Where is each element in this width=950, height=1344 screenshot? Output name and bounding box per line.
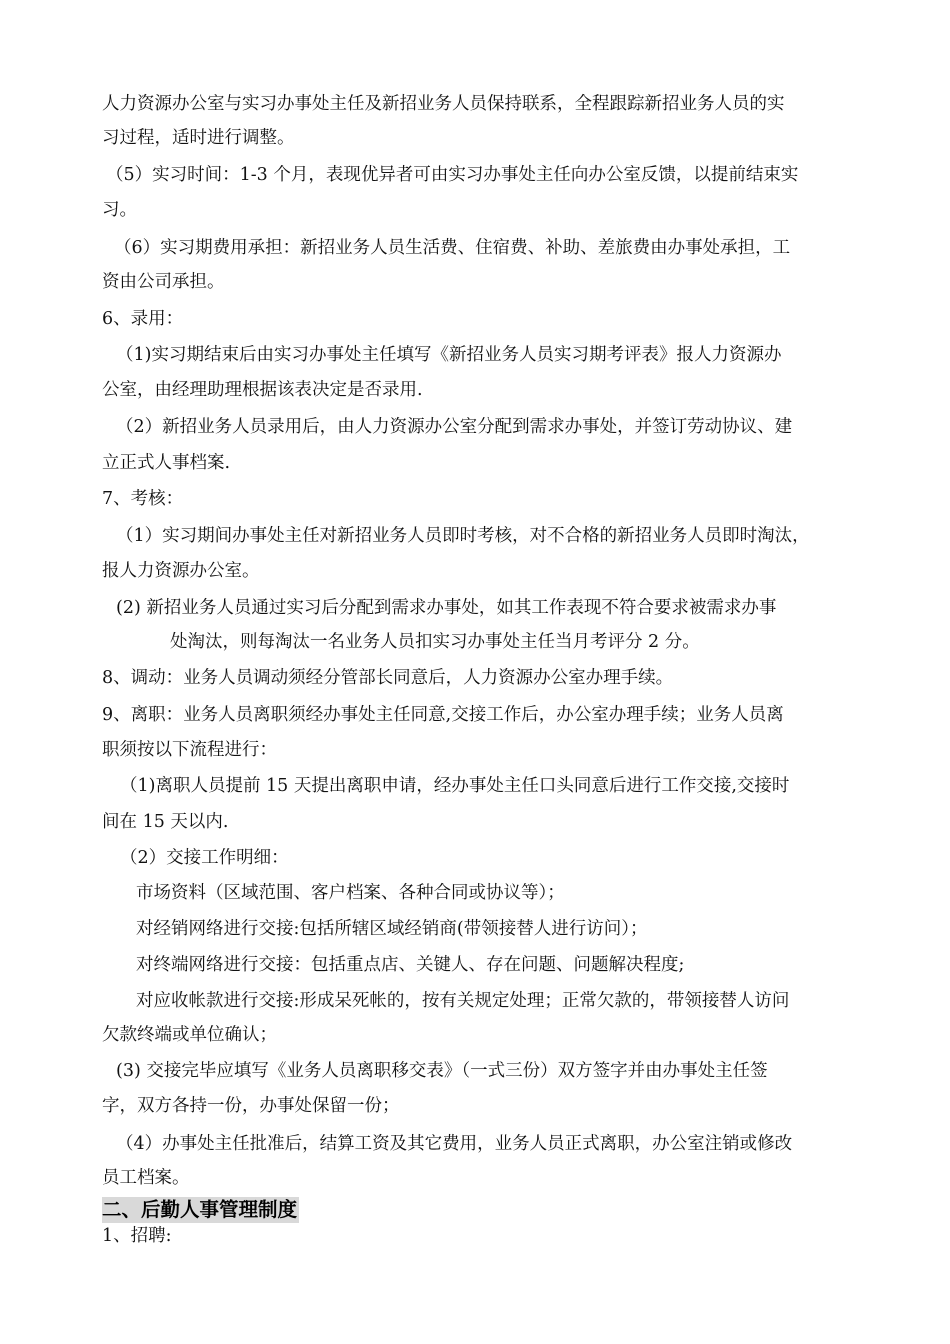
paragraph-line: （2）交接工作明细： (120, 848, 289, 868)
paragraph-line: 字，双方各持一份，办事处保留一份； (102, 1096, 400, 1116)
paragraph-line: （1)实习期结束后由实习办事处主任填写《新招业务人员实习期考评表》报人力资源办 (116, 345, 782, 365)
paragraph-line: （2）新招业务人员录用后，由人力资源办公室分配到需求办事处，并签订劳动协议、建 (116, 417, 793, 437)
paragraph-line: 对应收帐款进行交接:形成呆死帐的，按有关规定处理；正常欠款的，带领接替人访问 (136, 991, 790, 1011)
paragraph-line: 资由公司承担。 (102, 272, 225, 292)
section-heading-resignation: 9、离职：业务人员离职须经办事处主任同意,交接工作后，办公室办理手续；业务人员离 (102, 705, 784, 725)
paragraph-line: 欠款终端或单位确认； (102, 1025, 277, 1045)
paragraph-line: 职须按以下流程进行： (102, 740, 277, 760)
paragraph-line: 习过程，适时进行调整。 (102, 128, 295, 148)
subsection-heading-recruitment: 1、招聘: (102, 1226, 172, 1246)
paragraph-line: 立正式人事档案. (102, 453, 231, 473)
paragraph-line: (3) 交接完毕应填写《业务人员离职移交表》（一式三份）双方签字并由办事处主任签 (116, 1061, 768, 1081)
paragraph-line: 市场资料（区域范围、客户档案、各种合同或协议等）； (136, 883, 565, 903)
section-title: 二、后勤人事管理制度 (102, 1198, 298, 1221)
paragraph-line: （6）实习期费用承担：新招业务人员生活费、住宿费、补助、差旅费由办事处承担，工 (114, 238, 791, 258)
paragraph-line: （1)离职人员提前 15 天提出离职申请，经办事处主任口头同意后进行工作交接,交接时 (120, 776, 790, 796)
paragraph-line: 人力资源办公室与实习办事处主任及新招业务人员保持联系，全程跟踪新招业务人员的实 (102, 94, 785, 114)
paragraph-line: （5）实习时间：1-3 个月，表现优异者可由实习办事处主任向办公室反馈，以提前结束实 (106, 165, 799, 185)
paragraph-line: (2) 新招业务人员通过实习后分配到需求办事处，如其工作表现不符合要求被需求办事 (116, 598, 777, 618)
paragraph-line: 间在 15 天以内. (102, 812, 229, 832)
section-heading-employment: 6、录用： (102, 309, 184, 329)
section-heading-transfer: 8、调动：业务人员调动须经分管部长同意后，人力资源办公室办理手续。 (102, 668, 674, 688)
paragraph-line: 习。 (102, 200, 137, 220)
paragraph-line: 报人力资源办公室。 (102, 561, 260, 581)
paragraph-line: 员工档案。 (102, 1168, 190, 1188)
paragraph-line: 对终端网络进行交接：包括重点店、关键人、存在问题、问题解决程度; (136, 955, 685, 975)
paragraph-line: （4）办事处主任批准后，结算工资及其它费用，业务人员正式离职，办公室注销或修改 (116, 1134, 793, 1154)
paragraph-line: （1）实习期间办事处主任对新招业务人员即时考核，对不合格的新招业务人员即时淘汰， (116, 526, 810, 546)
paragraph-line: 对经销网络进行交接:包括所辖区域经销商(带领接替人进行访问）； (136, 919, 648, 939)
paragraph-line: 处淘汰，则每淘汰一名业务人员扣实习办事处主任当月考评分 2 分。 (170, 632, 700, 652)
paragraph-line: 公室，由经理助理根据该表决定是否录用. (102, 380, 423, 400)
section-heading-assessment: 7、考核： (102, 489, 184, 509)
